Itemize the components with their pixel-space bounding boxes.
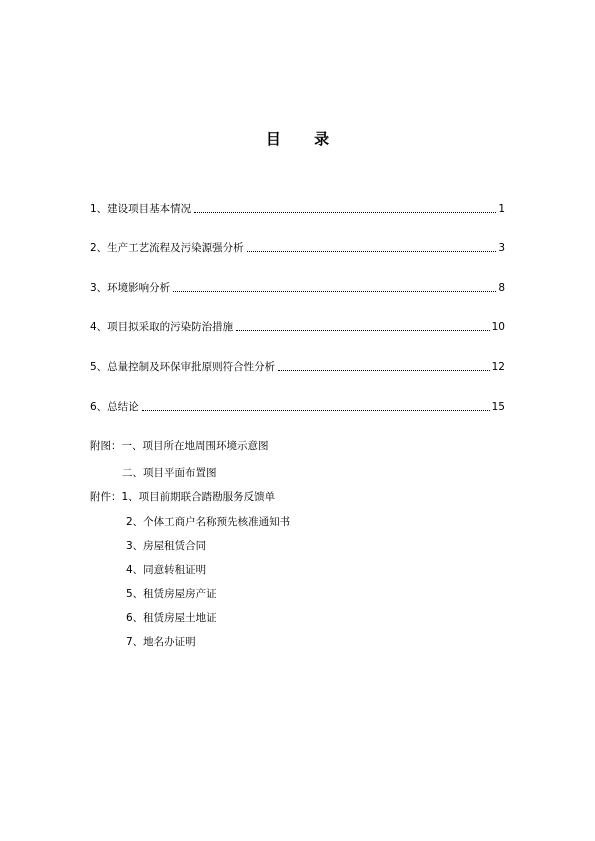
figures-prefix: 附图： [90, 440, 122, 452]
attachment-item-label: 1、项目前期联合踏勘服务反馈单 [121, 491, 276, 503]
toc-entry-label: 6、总结论 [90, 401, 139, 413]
toc-entry-page: 10 [491, 321, 505, 333]
attachments-list-item-3 [126, 539, 206, 553]
toc-dot-leader [194, 212, 496, 213]
page-title: 目 录 [265, 130, 344, 148]
attachments-list-item-6 [126, 611, 217, 625]
toc-entry-label: 4、项目拟采取的污染防治措施 [90, 321, 234, 333]
toc-entry-label: 1、建设项目基本情况 [90, 203, 192, 215]
toc-dot-leader [236, 330, 489, 331]
toc-entry-page: 15 [491, 401, 505, 413]
toc-dot-leader [142, 410, 490, 411]
toc-dot-leader [247, 251, 497, 252]
toc-entry-3[interactable] [90, 279, 505, 295]
figures-list-item-2 [122, 466, 217, 480]
toc-entry-page: 8 [498, 282, 505, 294]
attachments-list-item-4 [126, 563, 206, 577]
toc-entry-label: 2、生产工艺流程及污染源强分析 [90, 242, 244, 254]
toc-entry-label: 3、环境影响分析 [90, 282, 171, 294]
toc-entry-6[interactable] [90, 398, 505, 414]
toc-entry-4[interactable] [90, 318, 505, 334]
toc-entry-1[interactable] [90, 200, 505, 216]
toc-entry-page: 12 [491, 361, 505, 373]
toc-entry-page: 1 [498, 203, 505, 215]
toc-entry-label: 5、总量控制及环保审批原则符合性分析 [90, 361, 276, 373]
attachments-list-item-7 [126, 635, 196, 649]
attachments-list-item-1 [90, 490, 275, 504]
toc-entry-2[interactable] [90, 239, 505, 255]
attachments-list-item-5 [126, 587, 217, 601]
attachment-item-label: 6、租赁房屋土地证 [126, 612, 217, 624]
figure-item-label: 二、项目平面布置图 [122, 467, 217, 479]
toc-dot-leader [173, 291, 496, 292]
figure-item-label: 一、项目所在地周围环境示意图 [121, 440, 269, 452]
toc-entry-5[interactable] [90, 358, 505, 374]
attachment-item-label: 3、房屋租赁合同 [126, 540, 207, 552]
toc-entry-page: 3 [498, 242, 505, 254]
attachment-item-label: 5、租赁房屋房产证 [126, 588, 217, 600]
attachment-item-label: 2、个体工商户名称预先核准通知书 [126, 516, 291, 528]
toc-dot-leader [278, 370, 489, 371]
attachments-prefix: 附件： [90, 491, 122, 503]
attachment-item-label: 4、同意转租证明 [126, 564, 207, 576]
figures-list-item-1 [90, 439, 269, 453]
attachments-list-item-2 [126, 515, 290, 529]
attachment-item-label: 7、地名办证明 [126, 636, 196, 648]
